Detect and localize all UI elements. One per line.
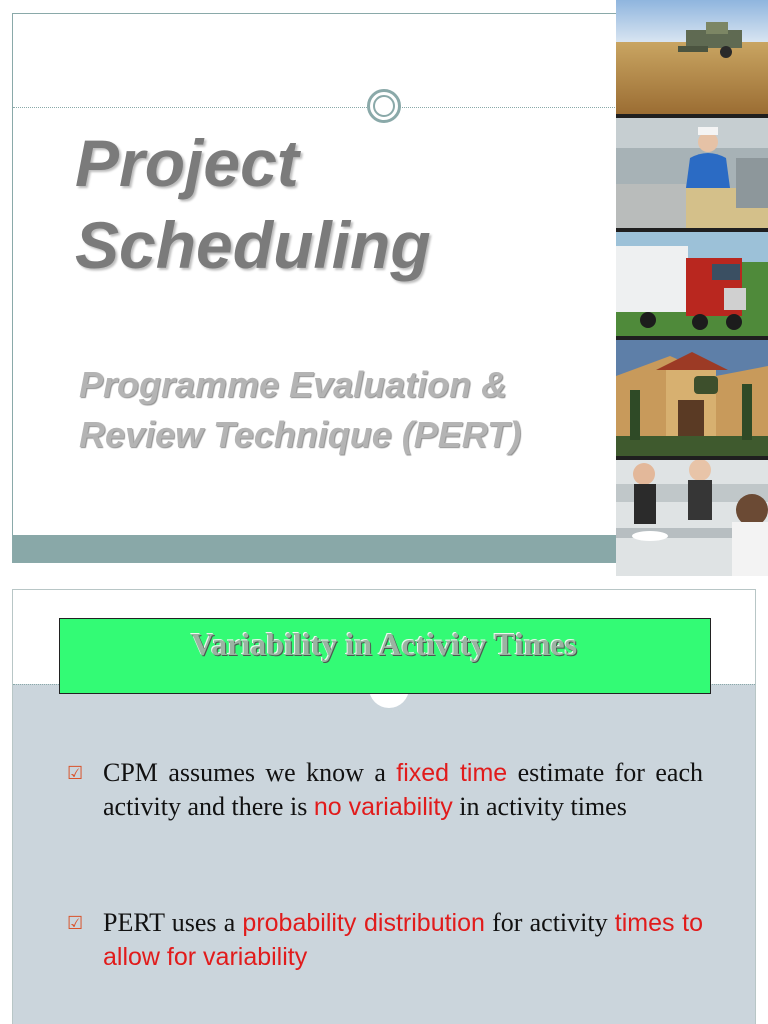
emphasis-text: probability distribution	[242, 909, 485, 937]
bullet-item	[67, 906, 703, 974]
title-slide	[12, 13, 616, 563]
subtitle-line-1: Programme Evaluation &	[79, 364, 508, 405]
harvester-photo	[616, 0, 768, 114]
title-line-2: Scheduling	[75, 208, 431, 282]
dotted-divider	[13, 107, 617, 108]
restaurant-photo	[616, 340, 768, 456]
emphasis-text: no variability	[313, 793, 453, 821]
emphasis-text: times to allow for variability	[103, 909, 703, 971]
checkbox-icon: ☑	[67, 913, 84, 933]
kitchen-staff-photo	[616, 460, 768, 576]
slide-subtitle	[79, 360, 521, 460]
emphasis-text: fixed time	[396, 759, 508, 787]
subtitle-line-2: Review Technique (PERT)	[79, 414, 522, 455]
bullet-text: PERT uses a probability distribution for activity times to allow for variability	[103, 908, 703, 971]
slide-title	[75, 122, 431, 286]
bullet-text: CPM assumes we know a fixed time estimate for each activity and there is no variability in activity times	[103, 758, 703, 821]
truck-photo	[616, 232, 768, 336]
factory-worker-photo	[616, 118, 768, 228]
circle-ornament	[367, 89, 401, 123]
title-line-1: Project	[75, 126, 299, 200]
slide-title: Variability in Activity Times	[190, 626, 578, 662]
footer-bar	[13, 535, 617, 562]
photo-strip	[616, 0, 768, 576]
content-slide	[12, 589, 756, 1024]
bullet-item	[67, 756, 703, 824]
checkbox-icon: ☑	[67, 763, 84, 783]
